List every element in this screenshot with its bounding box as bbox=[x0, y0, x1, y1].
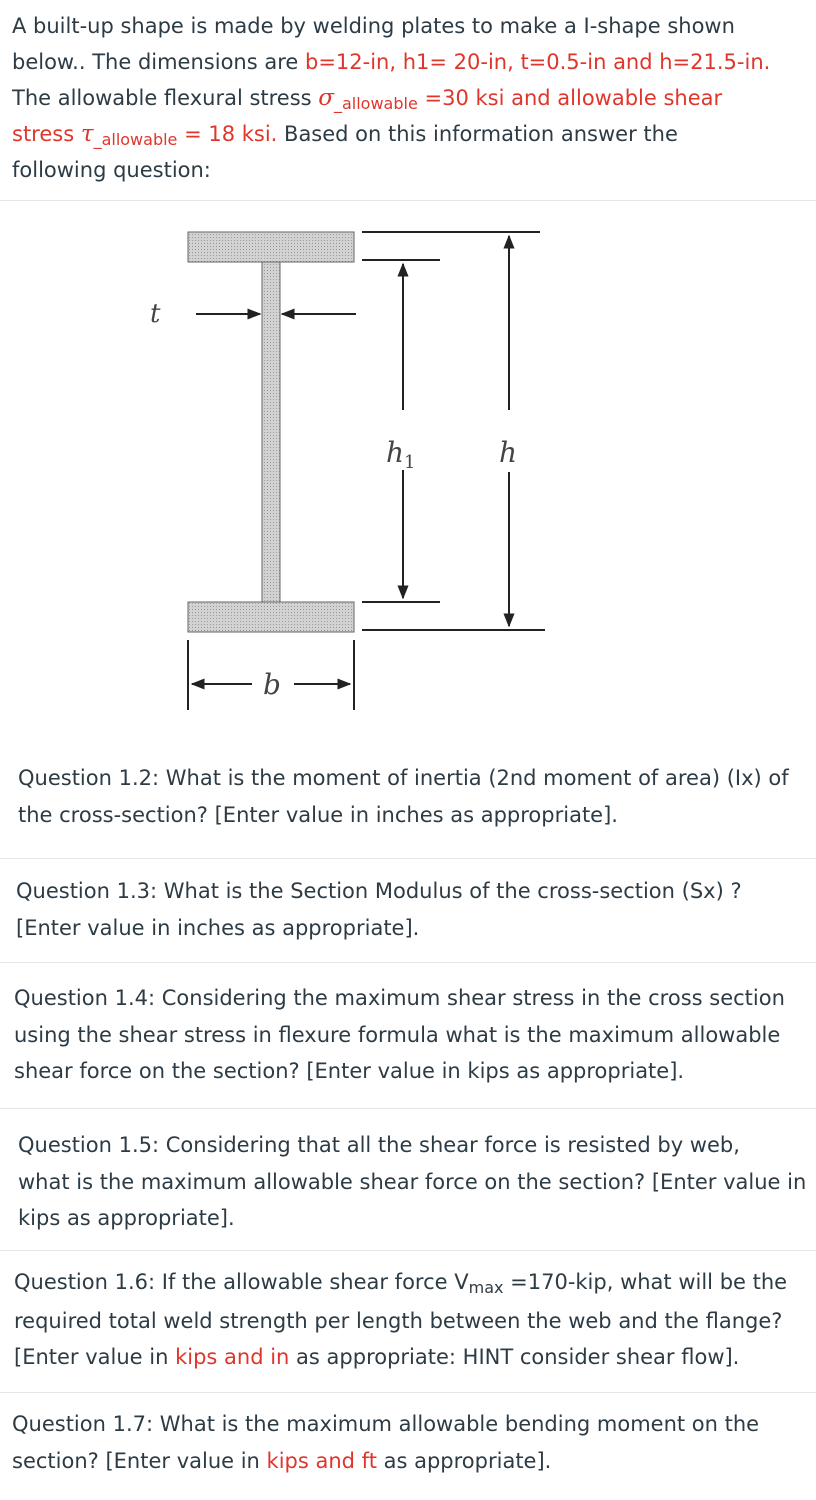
question-1-6: Question 1.6: If the allowable shear force Vmax =170-kip, what will be the required total weld strength per length between the web and the flange? [Enter value in kips and in as appropriate: HINT consider shear flow]. bbox=[14, 1270, 788, 1369]
bottom-flange bbox=[188, 602, 354, 632]
intro-line-1: A built-up shape is made by welding plates to make a I-shape shown bbox=[12, 14, 735, 38]
divider bbox=[0, 1250, 816, 1251]
sigma-subscript: _allowable bbox=[333, 94, 418, 113]
question-1-5: Question 1.5: Considering that all the shear force is resisted by web, what is the maximum allowable shear force on the section? [Enter value in kips as appropriate]. bbox=[18, 1133, 807, 1230]
question-1-4: Question 1.4: Considering the maximum shear stress in the cross section using the shear stress in flexure formula what is the maximum allowable shear force on the section? [Enter value in kips as appropriate]. bbox=[14, 986, 785, 1083]
web-plate bbox=[262, 262, 280, 602]
tau-subscript: _allowable bbox=[93, 130, 178, 149]
intro-line-2: below.. The dimensions are b=12-in, h1= 20-in, t=0.5-in and h=21.5-in. bbox=[12, 50, 771, 74]
dimensions-text: b=12-in, h1= 20-in, t=0.5-in and h=21.5-in bbox=[304, 50, 764, 74]
question-1-3: Question 1.3: What is the Section Modulus of the cross-section (Sx) ? [Enter value in inches as appropriate]. bbox=[16, 879, 742, 940]
tau-symbol: τ bbox=[80, 121, 94, 147]
question-1-7: Question 1.7: What is the maximum allowable bending moment on the section? [Enter value in kips and ft as appropriate]. bbox=[12, 1412, 760, 1473]
vmax-subscript: max bbox=[468, 1278, 504, 1297]
units-highlight: kips and in bbox=[175, 1345, 290, 1369]
i-beam-figure bbox=[0, 210, 816, 710]
intro-line-3: The allowable flexural stress σ_allowable =30 ksi and allowable shear bbox=[12, 85, 723, 113]
top-flange bbox=[188, 232, 354, 262]
question-1-2: Question 1.2: What is the moment of inertia (2nd moment of area) (Ix) of the cross-section? [Enter value in inches as appropriate]. bbox=[18, 766, 789, 827]
divider bbox=[0, 1108, 816, 1109]
divider bbox=[0, 200, 816, 201]
units-highlight: kips and ft bbox=[266, 1448, 377, 1473]
label-h: h bbox=[499, 436, 518, 469]
divider bbox=[0, 962, 816, 963]
divider bbox=[0, 1392, 816, 1393]
label-h1: $h_1$ bbox=[386, 436, 416, 473]
sigma-symbol: σ bbox=[318, 85, 334, 111]
label-t: t bbox=[150, 299, 161, 329]
divider bbox=[0, 858, 816, 859]
label-b: b bbox=[263, 668, 281, 701]
intro-line-4: stress τ_allowable = 18 ksi. Based on this information answer the bbox=[12, 121, 678, 149]
intro-line-5: following question: bbox=[12, 158, 211, 182]
